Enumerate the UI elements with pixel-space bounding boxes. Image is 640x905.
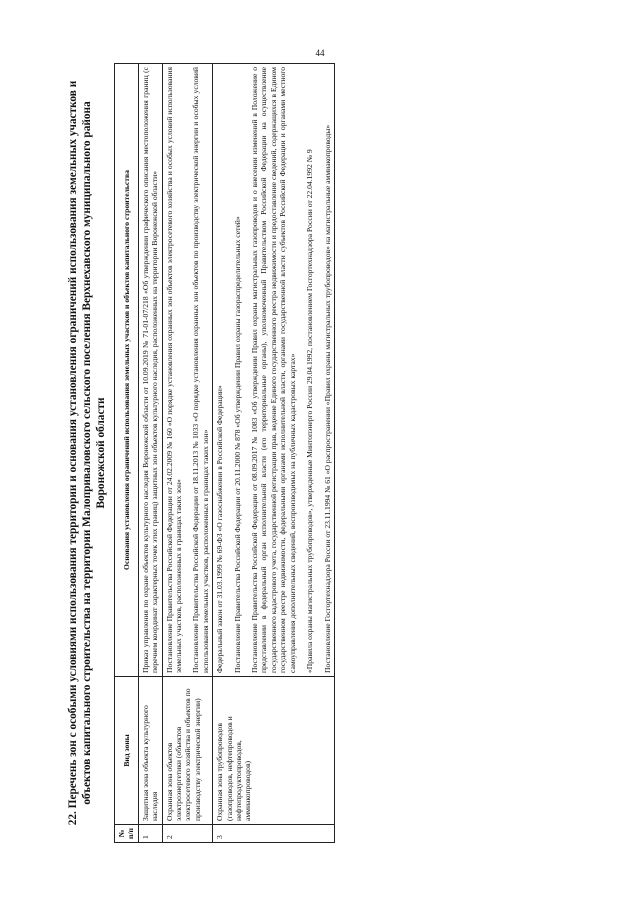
header-num: № п/п [115, 824, 139, 842]
zones-table [114, 63, 335, 843]
table-row [138, 63, 162, 842]
row-num: 3 [213, 824, 335, 842]
rotated-page-content [66, 63, 574, 843]
document-heading: 22. Перечень зон с особыми условиями использования территории и основания установления ограничений использования земельных участков и объектов капитального строительства на территории Малоприваловского сельского поселения Верхнехавского муниципального района Воронежской области [67, 80, 107, 825]
zone-kind: Охранная зона объектов электроэнергетики (объектов электросетевого хозяйства и объектов по производству электрической энергии) [162, 676, 213, 824]
zone-basis [138, 63, 162, 676]
page-number: 44 [315, 48, 325, 58]
zone-basis [213, 63, 335, 676]
basis-paragraph: Постановление Правительства Российской Федерации от 20.11.2000 № 878 «Об утверждении Правил охраны газораспределительных сетей» [232, 215, 242, 673]
basis-paragraph: Приказ управления по охране объектов культурного наследия Воронежской области от 10.09.2019 № 71-01-07/218 «Об утверждении графического описания местоположения границ (с перечнем координат характерных точек этих границ) защитных зон объектов культурного наследия, расположенных на территории Воронежской области» [140, 66, 160, 673]
basis-paragraph: Постановление Правительства Российской Федерации от 08.09.2017 № 1083 «Об утверждении Правил охраны магистральных газопроводов и о внесении изменений в Положение о представлении в федеральный орган исполнительной власти (его территориальные органы), уполномоченный Правительством Российской Федерации на осуществление государственного кадастрового учета, государственной регистрации прав, ведение Единого государственного реестра недвижимости и предоставление сведений, содержащихся в Едином государственном реестре недвижимости, федеральными органами исполнительной власти, органами государственной власти субъектов Российской Федерации и органами местного самоуправления дополнительных сведений, воспроизводимых на публичных кадастровых картах» [250, 66, 297, 673]
table-row [213, 63, 335, 842]
basis-paragraph: Постановление Госгортехнадзора России от 23.11.1994 № 61 «О распространении «Правил охраны магистральных трубопроводов» на магистральные аммиакопроводы» [322, 124, 332, 673]
table-row [162, 63, 213, 842]
basis-paragraph: Федеральный закон от 31.03.1999 № 69-ФЗ «О газоснабжении в Российской Федерации» [215, 384, 225, 673]
header-kind: Вид зоны [115, 676, 139, 824]
zone-basis [162, 63, 213, 676]
row-num: 2 [162, 824, 213, 842]
header-basis: Основания установления ограничений использования земельных участков и объектов капитального строительства [115, 63, 139, 676]
zone-kind: Охранная зона трубопроводов (газопроводов, нефтепроводов и нефтепродуктопроводов, аммиакопроводов) [213, 676, 335, 824]
table-header-row [115, 63, 139, 842]
basis-paragraph: Постановление Правительства Российской Федерации от 18.11.2013 № 1033 «О порядке установления охранных зон объектов по производству электрической энергии и особых условий использования земельных участков, расположенных в границах таких зон» [191, 66, 210, 673]
basis-paragraph: «Правила охраны магистральных трубопроводов», утвержденные Минтопэнерго России 29.04.1992, постановлением Госгортехнадзора России от 22.04.1992 № 9 [305, 148, 315, 673]
zone-kind: Защитная зона объекта культурного наследия [138, 676, 162, 824]
basis-paragraph: Постановление Правительства Российской Федерации от 24.02.2009 № 160 «О порядке установления охранных зон объектов электросетевого хозяйства и особых условий использования земельных участков, расположенных в границах таких зон» [164, 66, 184, 673]
row-num: 1 [138, 824, 162, 842]
